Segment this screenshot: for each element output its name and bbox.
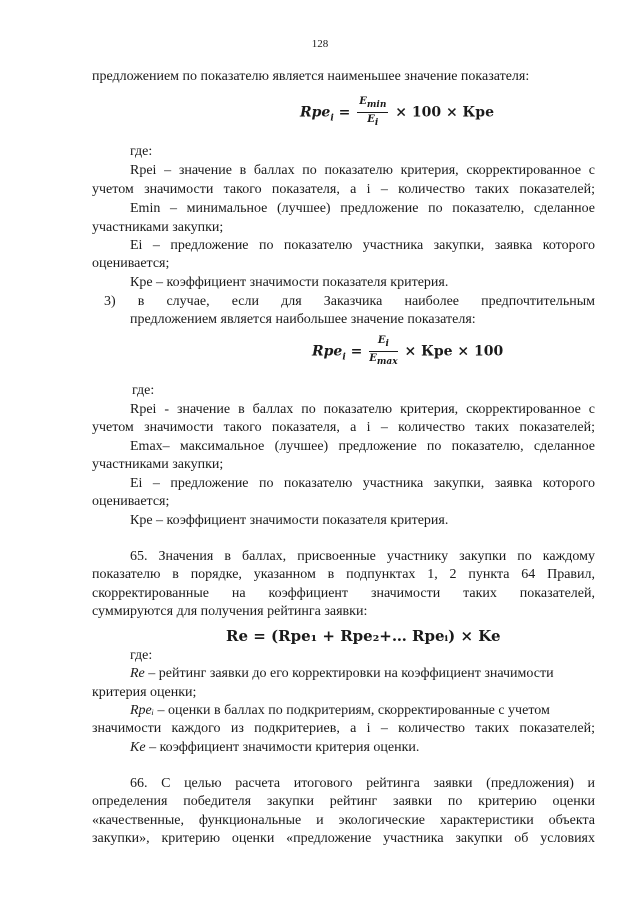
text-line: скорректированные на коэффициент значимости таких показателей, (92, 586, 595, 601)
text-line-re: Re – рейтинг заявки до его корректировки на коэффициент значимости (130, 666, 554, 681)
text-line: «качественные, функциональные и экологические характеристики объекта (92, 813, 595, 828)
text-line: Ei – предложение по показателю участника закупки, заявка которого (130, 476, 595, 491)
text-line-rpe: Rpeᵢ – оценки в баллах по подкритериям, скорректированные с учетом (130, 703, 550, 718)
text-line: Emax– максимальное (лучшее) предложение по показателю, сделанное (130, 439, 595, 454)
text-line-ke: Ke – коэффициент значимости критерия оценки. (130, 740, 420, 755)
text-line: где: (130, 144, 153, 159)
text-line: участниками закупки; (92, 457, 224, 472)
text-line: суммируются для получения рейтинга заявки: (92, 604, 368, 619)
text-line: Rpei – значение в баллах по показателю критерия, скорректированное с (130, 163, 595, 178)
text-line: 66. С целью расчета итогового рейтинга заявки (предложения) и (130, 776, 595, 791)
text-line: 65. Значения в баллах, присвоенные участнику закупки по каждому (130, 549, 595, 564)
text-line: Кре – коэффициент значимости показателя критерия. (130, 513, 449, 528)
text-line: определения победителя закупки рейтинг заявки по критерию оценки (92, 794, 595, 809)
text-line: показателю в порядке, указанном в подпунктах 1, 2 пункта 64 Правил, (92, 567, 595, 582)
text-line: Ei – предложение по показателю участника закупки, заявка которого (130, 238, 595, 253)
text-line: предложением является наибольшее значение показателя: (130, 312, 476, 327)
text-line: учетом значимости такого показателя, а i – количество таких показателей; (92, 420, 595, 435)
text-line: Emin – минимальное (лучшее) предложение по показателю, сделанное (130, 201, 595, 216)
text-line: 3) в случае, если для Заказчика наиболее предпочтительным (104, 294, 595, 309)
text-line: Rpei - значение в баллах по показателю критерия, скорректированное с (130, 402, 595, 417)
text-line: значимости каждого из подкритериев, а i – количество таких показателей; (92, 721, 595, 736)
text-line: где: (130, 648, 153, 663)
formula-re: Re = (Rpe₁ + Rpe₂+… Rpeᵢ) × Ke (226, 627, 501, 645)
text-line: учетом значимости такого показателя, а i – количество таких показателей; (92, 182, 595, 197)
formula-rpe-max: Rpe$_i$ = $\frac{E_i}{E_{max}}$ × Кре × 100 (312, 335, 504, 367)
text-line: где: (132, 383, 155, 398)
text-line: предложением по показателю является наименьшее значение показателя: (92, 69, 530, 84)
text-line: оценивается; (92, 494, 170, 509)
formula-rpe-min: Rpe$_i$ = $\frac{E_{min}}{E_i}$ × 100 × Кре (300, 96, 494, 128)
text-line: Кре – коэффициент значимости показателя критерия. (130, 275, 449, 290)
text-line: закупки», критерию оценки «предложение участника закупки об условиях (92, 831, 595, 846)
text-line: оценивается; (92, 256, 170, 271)
text-line: участниками закупки; (92, 220, 224, 235)
page-number: 128 (311, 38, 329, 50)
text-line: критерия оценки; (92, 685, 197, 700)
